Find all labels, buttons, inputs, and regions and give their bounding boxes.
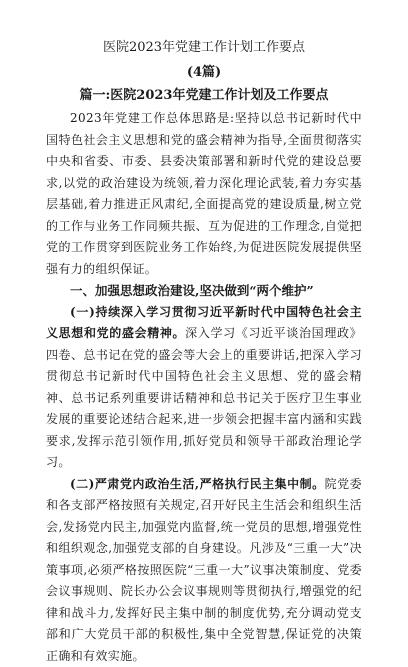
section-title: 篇一:医院2023年党建工作计划及工作要点 xyxy=(46,86,362,106)
sub2-lead: (二)严肃党内政治生活,严格执行民主集中制。 xyxy=(70,477,325,491)
sub1-lead: (一)持续深入学习贯彻习近平新时代中国特色社会主义思想和党的盛会精神。 xyxy=(46,305,362,341)
document-title: 医院2023年党建工作计划工作要点 xyxy=(46,38,362,58)
intro-body: 坚持以总书记新时代中国特色社会主义思想和党的盛会精神为指导,全面贯彻落实中央和省委、市委、县委决策部署和新时代党的建设总要求,以党的政治建设为统领,着力深化理论武装,着力夯实基层基础,着力推进正风肃纪,全面提高党的建设质量,树立党的工作与业务工作同频共振、互为促进的工作理念,自觉把党的工作贯穿到医院业务工作始终,为促进医院发展提供坚强有力的组织保证。 xyxy=(46,111,362,276)
heading-political-construction: 一、加强思想政治建设,坚决做到“两个维护” xyxy=(46,280,362,302)
sub-paragraph-1 xyxy=(46,302,362,474)
intro-paragraph xyxy=(46,108,362,280)
intro-lead: 2023年党建工作总体思路是: xyxy=(70,111,234,125)
sub2-body: 院党委和各支部严格按照有关规定,召开好民主生活会和组织生活会,发扬党内民主,加强党内监督,统一党员的思想,增强党性和组织观念,加强党支部的自身建设。凡涉及“三重一大”决策事项,必须严格按照医院“三重一大”议事决策制度、党委会议事规则、院长办公会议事规则等贯彻执行,增强党的纪律和战斗力,发挥好民主集中制的制度优势,充分调动党支部和广大党员干部的积极性,集中全党智慧,保证党的决策正确和有效实施。 xyxy=(46,477,362,663)
sub1-body: 深入学习《习近平谈治国理政》四卷、总书记在党的盛会等大会上的重要讲话,把深入学习贯彻总书记新时代中国特色社会主义思想、党的盛会精神、总书记系列重要讲话精神和总书记关于医疗卫生事业发展的重要论述结合起来,进一步领会把握丰富内涵和实践要求,发挥示范引领作用,抓好党员和领导干部政治理论学习。 xyxy=(46,326,362,469)
document-count: (4篇) xyxy=(46,62,362,84)
sub-paragraph-2 xyxy=(46,474,362,667)
